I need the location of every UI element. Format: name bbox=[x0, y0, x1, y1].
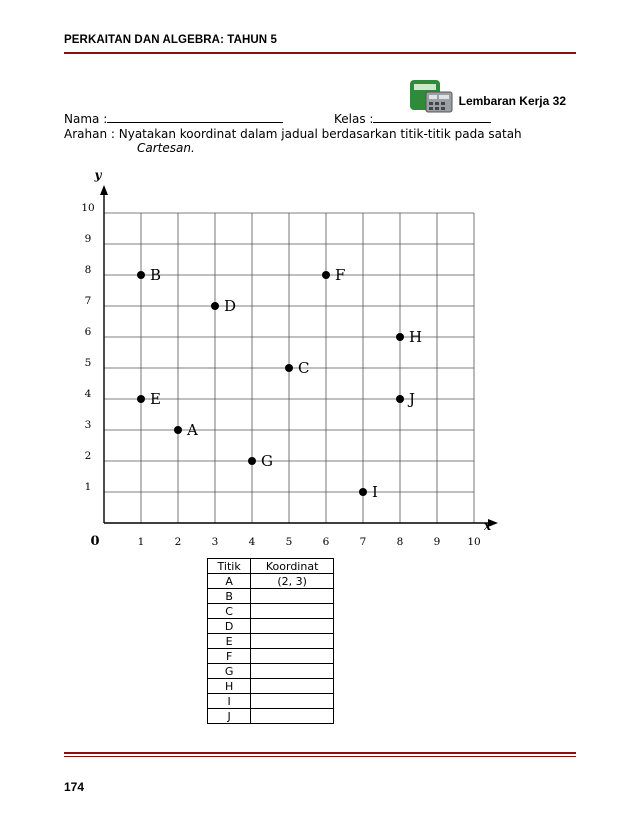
nama-field[interactable] bbox=[107, 111, 283, 123]
coordinate-cell[interactable] bbox=[251, 694, 334, 709]
coordinate-cell[interactable] bbox=[251, 619, 334, 634]
table-row bbox=[208, 709, 334, 724]
table-header-koordinat: Koordinat bbox=[251, 559, 334, 574]
table-row bbox=[208, 634, 334, 649]
table-header-row bbox=[208, 559, 334, 574]
point-cell: C bbox=[208, 604, 251, 619]
point-cell: D bbox=[208, 619, 251, 634]
x-tick-label: 4 bbox=[248, 536, 256, 548]
y-tick-label: 7 bbox=[84, 295, 92, 307]
point-b bbox=[137, 271, 145, 279]
point-e bbox=[137, 395, 145, 403]
x-tick-label: 2 bbox=[174, 536, 182, 548]
point-label-h: H bbox=[409, 328, 423, 346]
coordinate-cell[interactable] bbox=[251, 604, 334, 619]
y-tick-label: 8 bbox=[84, 264, 92, 276]
point-label-g: G bbox=[261, 452, 273, 470]
point-j bbox=[396, 395, 404, 403]
coordinate-cell[interactable] bbox=[251, 664, 334, 679]
point-label-e: E bbox=[150, 390, 161, 408]
point-label-j: J bbox=[409, 390, 416, 408]
x-tick-label: 3 bbox=[211, 536, 219, 548]
coordinate-cell[interactable] bbox=[251, 634, 334, 649]
header-rule bbox=[64, 52, 576, 54]
answer-table bbox=[207, 558, 334, 724]
x-tick-label: 10 bbox=[467, 536, 481, 548]
nama-row bbox=[64, 111, 283, 126]
y-tick-label: 2 bbox=[84, 450, 92, 462]
arahan-row bbox=[64, 127, 522, 141]
table-row bbox=[208, 664, 334, 679]
x-tick-label: 6 bbox=[322, 536, 330, 548]
table-row bbox=[208, 589, 334, 604]
point-cell: E bbox=[208, 634, 251, 649]
point-cell: F bbox=[208, 649, 251, 664]
point-cell: B bbox=[208, 589, 251, 604]
kelas-field[interactable] bbox=[373, 111, 491, 123]
page-number: 174 bbox=[64, 780, 85, 794]
point-label-f: F bbox=[335, 266, 346, 284]
nama-label: Nama : bbox=[64, 112, 108, 126]
point-label-a: A bbox=[187, 421, 198, 439]
x-tick-label: 1 bbox=[137, 536, 145, 548]
point-a bbox=[174, 426, 182, 434]
point-cell: A bbox=[208, 574, 251, 589]
point-label-c: C bbox=[298, 359, 310, 377]
x-tick-label: 8 bbox=[396, 536, 404, 548]
y-axis-label: y bbox=[94, 168, 102, 182]
x-tick-label: 5 bbox=[285, 536, 293, 548]
table-row bbox=[208, 604, 334, 619]
y-tick-label: 9 bbox=[84, 233, 92, 245]
coordinate-cell[interactable] bbox=[251, 679, 334, 694]
kelas-row bbox=[334, 111, 491, 126]
arahan-text: Nyatakan koordinat dalam jadual berdasarkan titik-titik pada satah bbox=[118, 127, 522, 141]
point-label-d: D bbox=[224, 297, 237, 315]
x-tick-label: 9 bbox=[433, 536, 441, 548]
point-f bbox=[322, 271, 330, 279]
point-g bbox=[248, 457, 256, 465]
point-h bbox=[396, 333, 404, 341]
point-i bbox=[359, 488, 367, 496]
y-axis-arrow-icon bbox=[100, 185, 108, 195]
calculator-icon bbox=[408, 78, 456, 114]
footer-rule bbox=[64, 752, 576, 754]
point-cell: H bbox=[208, 679, 251, 694]
arahan-label: Arahan : bbox=[64, 127, 115, 141]
table-header-titik: Titik bbox=[208, 559, 251, 574]
point-label-i: I bbox=[372, 483, 378, 501]
y-tick-label: 6 bbox=[84, 326, 92, 338]
point-cell: J bbox=[208, 709, 251, 724]
x-axis-label: x bbox=[484, 519, 492, 533]
table-row bbox=[208, 574, 334, 589]
coordinate-cell[interactable] bbox=[251, 709, 334, 724]
kelas-label: Kelas : bbox=[334, 112, 374, 126]
table-row bbox=[208, 649, 334, 664]
y-tick-label: 5 bbox=[84, 357, 92, 369]
arahan-text-2: Cartesan. bbox=[137, 141, 195, 155]
y-tick-label: 3 bbox=[84, 419, 92, 431]
point-cell: G bbox=[208, 664, 251, 679]
footer-rule-thin bbox=[64, 756, 576, 757]
coordinate-cell[interactable]: (2, 3) bbox=[251, 574, 334, 589]
point-c bbox=[285, 364, 293, 372]
y-tick-label: 1 bbox=[84, 481, 92, 493]
y-tick-label: 4 bbox=[84, 388, 92, 400]
table-row bbox=[208, 679, 334, 694]
point-cell: I bbox=[208, 694, 251, 709]
cartesian-plane bbox=[60, 160, 530, 555]
y-tick-label: 10 bbox=[81, 202, 95, 214]
header-title: PERKAITAN DAN ALGEBRA: TAHUN 5 bbox=[64, 34, 277, 46]
origin-label: 0 bbox=[90, 534, 100, 549]
point-d bbox=[211, 302, 219, 310]
x-tick-label: 7 bbox=[359, 536, 367, 548]
coordinate-cell[interactable] bbox=[251, 649, 334, 664]
coordinate-cell[interactable] bbox=[251, 589, 334, 604]
worksheet-label: Lembaran Kerja 32 bbox=[458, 94, 566, 108]
point-label-b: B bbox=[150, 266, 162, 284]
table-row bbox=[208, 619, 334, 634]
table-row bbox=[208, 694, 334, 709]
